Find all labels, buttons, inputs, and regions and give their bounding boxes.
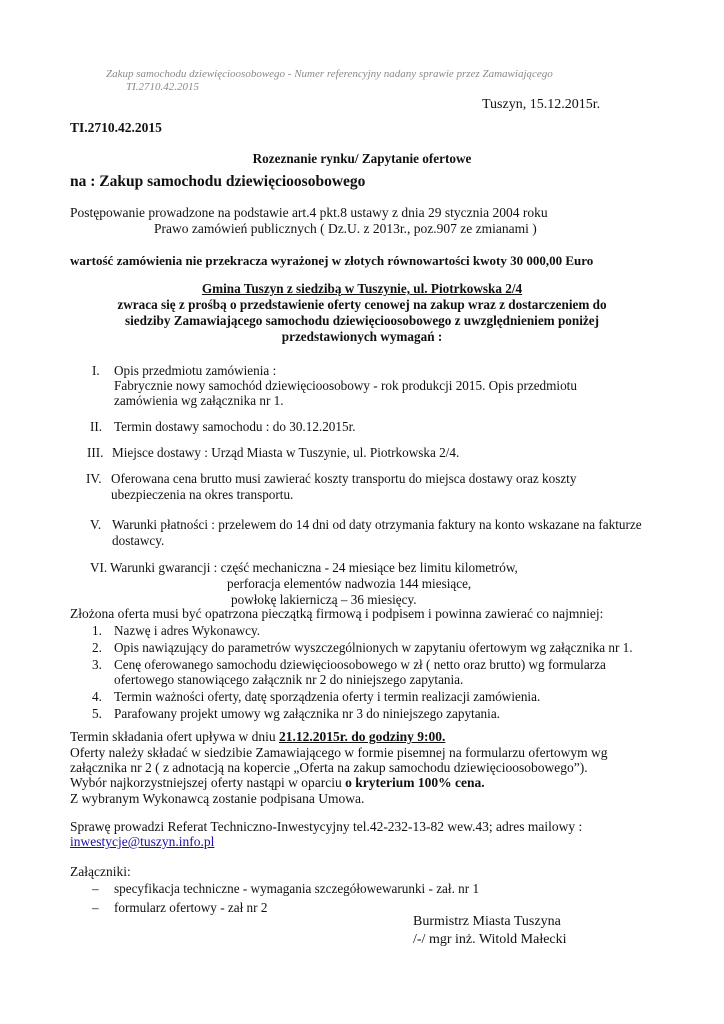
request-line-3: przedstawionych wymagań : [281,329,443,344]
requirement-text: Opis przedmiotu zamówienia : [114,363,277,378]
reference-number: TI.2710.42.2015 [70,120,162,135]
offer-item-number: 1. [92,623,102,638]
requirement-text: Fabrycznie nowy samochód dziewięcioosobowy - rok produkcji 2015. Opis przedmiotu [114,378,577,393]
signature-title: Burmistrz Miasta Tuszyna [413,914,561,929]
contact-line: Sprawę prowadzi Referat Techniczno-Inwestycyjny tel.42-232-13-82 wew.43; adres mailowy : [70,819,583,834]
requester: Gmina Tuszyn z siedzibą w Tuszynie, ul. Piotrkowska 2/4 [201,281,523,296]
requirement-text: Oferowana cena brutto musi zawierać koszty transportu do miejsca dostawy oraz koszty [111,471,577,486]
requirement-number: VI. [90,560,108,575]
submission-line-1: Oferty należy składać w siedzibie Zamawiającego w formie pisemnej na formularzu ofertowym wg [70,745,608,760]
attachment-item: specyfikacja techniczne - wymagania szczegółowewarunki - zał. nr 1 [114,881,480,896]
attachment-bullet: – [92,881,99,896]
requirement-text: zamówienia wg załącznika nr 1. [114,393,284,408]
requirement-text: dostawcy. [112,533,165,548]
deadline-prefix: Termin składania ofert upływa w dniu [70,729,279,744]
requirement-text: Miejsce dostawy : Urząd Miasta w Tuszynie, ul. Piotrkowska 2/4. [112,445,460,460]
offer-item-text: Cenę oferowanego samochodu dziewięcioosobowego w zł ( netto oraz brutto) wg formularza [114,657,606,672]
offer-item-number: 3. [92,657,102,672]
place-date: Tuszyn, 15.12.2015r. [482,97,601,112]
attachment-item: formularz ofertowy - zał nr 2 [114,900,268,915]
requirement-number: I. [92,363,100,378]
document-subject: na : Zakup samochodu dziewięcioosobowego [70,173,366,190]
request-line-2: siedziby Zamawiającego samochodu dziewięcioosobowego z uwzględnieniem poniżej [125,313,599,328]
requirement-number: III. [87,445,104,460]
submission-line-2: załącznika nr 2 ( z adnotacją na kopercie „Oferta na zakup samochodu dziewięcioosobowego”). [70,760,588,775]
value-note: wartość zamówienia nie przekracza wyrażonej w złotych równowartości kwoty 30 000,00 Euro [70,253,594,268]
contact-email-link[interactable]: inwestycje@tuszyn.info.pl [70,834,215,849]
offer-item-number: 5. [92,706,102,721]
offer-intro: Złożona oferta musi być opatrzona pieczątką firmową i podpisem i powinna zawierać co najmniej: [70,606,604,621]
running-header: Zakup samochodu dziewięcioosobowego - Numer referencyjny nadany sprawie przez Zamawiającego [106,68,553,80]
requirement-number: II. [90,419,103,434]
criterion-prefix: Wybór najkorzystniejszej oferty nastąpi w oparciu [70,775,346,790]
offer-item-text: Termin ważności oferty, datę sporządzenia oferty i termin realizacji zamówienia. [114,689,541,704]
legal-basis-line-2: Prawo zamówień publicznych ( Dz.U. z 2013r., poz.907 ze zmianami ) [154,221,537,236]
offer-item-number: 2. [92,640,102,655]
offer-item-text: Opis nawiązujący do parametrów wyszczególnionych w zapytaniu ofertowym wg załącznika nr 1. [114,640,633,655]
requirement-number: IV. [86,471,102,486]
attachments-label: Załączniki: [70,864,131,879]
requirement-text: powłokę lakierniczą – 36 miesięcy. [231,592,417,607]
running-header-ref: TI.2710.42.2015 [126,81,200,93]
legal-basis-line-1: Postępowanie prowadzone na podstawie art.4 pkt.8 ustawy z dnia 29 stycznia 2004 roku [70,205,548,220]
deadline-value: 21.12.2015r. do godziny 9:00. [279,729,446,744]
requirement-text: Termin dostawy samochodu : do 30.12.2015r. [114,419,356,434]
requirement-text: perforacja elementów nadwozia 144 miesiące, [227,576,472,591]
offer-item-number: 4. [92,689,102,704]
contract-line: Z wybranym Wykonawcą zostanie podpisana Umowa. [70,791,365,806]
requirement-text: Warunki płatności : przelewem do 14 dni od daty otrzymania faktury na konto wskazane na fakturze [112,517,642,532]
attachment-bullet: – [92,900,99,915]
signature-name: /-/ mgr inż. Witold Małecki [413,932,567,947]
requirement-number: V. [90,517,102,532]
criterion-value: o kryterium 100% cena. [345,775,485,790]
request-line-1: zwraca się z prośbą o przedstawienie oferty cenowej na zakup wraz z dostarczeniem do [117,297,607,312]
offer-item-text: Parafowany projekt umowy wg załącznika nr 3 do niniejszego zapytania. [114,706,500,721]
requirement-text: ubezpieczenia na okres transportu. [111,487,294,502]
deadline [70,729,445,745]
document-title: Rozeznanie rynku/ Zapytanie ofertowe [252,151,472,166]
offer-item-text: Nazwę i adres Wykonawcy. [114,623,261,638]
offer-item-text: ofertowego stanowiącego załącznik nr 2 do niniejszego zapytania. [114,672,464,687]
criterion [70,775,485,791]
requirement-text: Warunki gwarancji : część mechaniczna - 24 miesiące bez limitu kilometrów, [110,560,518,575]
